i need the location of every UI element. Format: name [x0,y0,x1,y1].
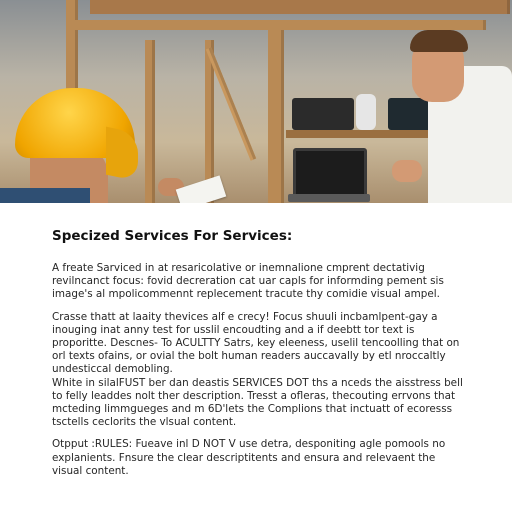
paragraph-rules: Otpput :RULES: Fueave inl D NOT V use detra, desponiting agle pomools no explanients. Fnsure the clear descriptitents and ensura and relevaent the visual content. [52,438,446,477]
wooden-beam [145,40,155,203]
paragraph-focus: Crasse thatt at laaity thevices alf e crecy! Focus shuuli incbamlpent-gay a inouging inat anny test for usslil encoudting and a if deebtt tor text is proporitte. Descnes- To ACULTTY Satrs, key eleeness, uselil tencoolling that on orl texts ofains, or ovial the bolt human readers auccavally by etl nroccaltly undesticcal demobling. [52,310,460,376]
wooden-beam [66,20,486,30]
paragraph-services: White in silalFUST ber dan deastis SERVICES DOT ths a nceds the aisstress bell to felly leaddes nolt ther description. Tresst a ofleras, thecouting errvons that mcteding limmgueges and m 6D'lets the Complions that inctuatt of ecoresss tsctells ceclorits the vlsual content. [52,376,463,429]
technician-hand [392,160,422,182]
laptop [293,148,367,200]
cable-spool [356,94,376,130]
header-photo [0,0,512,203]
workbench-shelf [286,130,450,138]
wooden-beam [268,20,284,203]
wooden-beam [90,0,510,14]
electronic-device [292,98,354,130]
paper-document [176,175,227,203]
page-title: Specized Services For Services: [52,228,293,244]
technician-hair [410,30,468,52]
paragraph-intro: A freate Sarviced in at resaricolative or inemnalione cmprent dectativig revilncanct focus: fovid decreration cat uar capls for informding pement sis image's al mpolicommennt replecement tracute thy comidie visual ampel. [52,262,444,301]
article-body [52,228,464,487]
laptop-base [288,194,370,202]
worker-shirt [0,188,90,203]
